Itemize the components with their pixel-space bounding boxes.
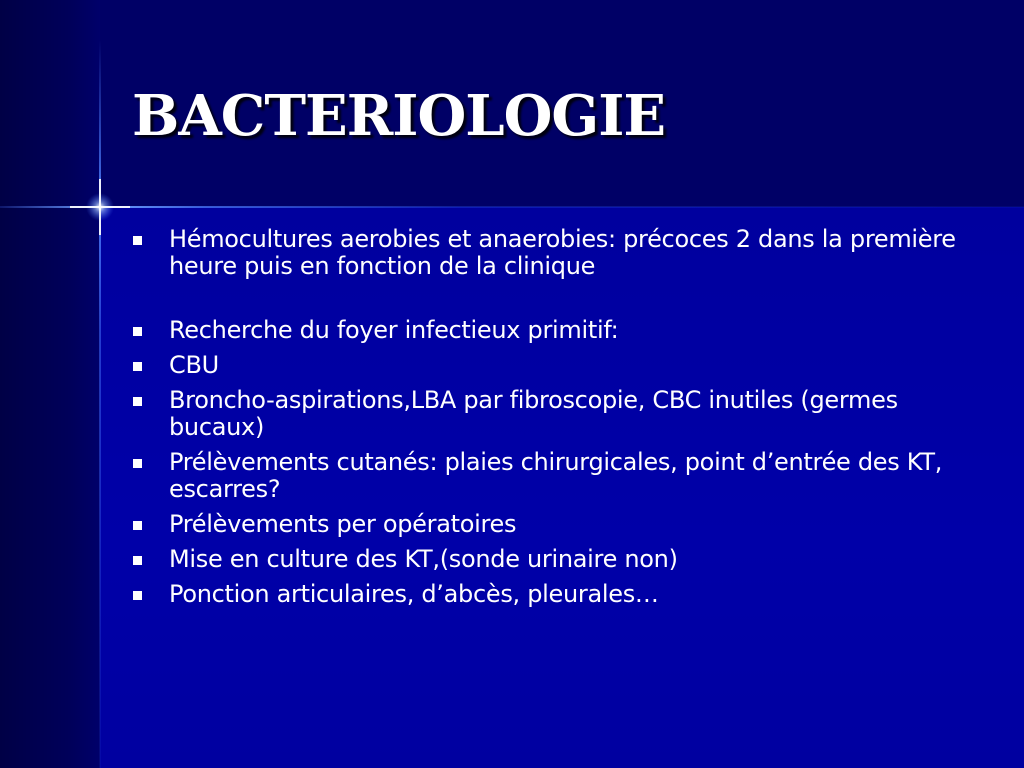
square-bullet-icon — [133, 459, 142, 468]
list-item — [130, 449, 960, 503]
left-background-band — [0, 0, 100, 768]
list-item — [130, 317, 960, 344]
list-item-text: CBU — [169, 351, 219, 379]
list-item — [130, 226, 960, 280]
square-bullet-icon — [133, 521, 142, 530]
list-item-text: Ponction articulaires, d’abcès, pleurales… — [169, 580, 659, 608]
list-item-text: Recherche du foyer infectieux primitif: — [169, 316, 619, 344]
list-item-text: Prélèvements per opératoires — [169, 510, 517, 538]
star-sparkle-icon — [70, 177, 130, 237]
list-item — [130, 511, 960, 538]
list-item — [130, 387, 960, 441]
list-item-text: Mise en culture des KT,(sonde urinaire non) — [169, 545, 678, 573]
list-item-text: Hémocultures aerobies et anaerobies: précoces 2 dans la première heure puis en fonction de la clinique — [169, 225, 956, 280]
vertical-accent-line — [99, 40, 101, 768]
list-item — [130, 546, 960, 573]
square-bullet-icon — [133, 236, 142, 245]
bullet-list — [130, 226, 960, 616]
slide-title: BACTERIOLOGIE — [132, 83, 666, 149]
list-item-text: Broncho-aspirations,LBA par fibroscopie, CBC inutiles (germes bucaux) — [169, 386, 898, 441]
horizontal-accent-line — [0, 206, 1024, 208]
square-bullet-icon — [133, 556, 142, 565]
square-bullet-icon — [133, 362, 142, 371]
square-bullet-icon — [133, 591, 142, 600]
square-bullet-icon — [133, 397, 142, 406]
list-item-text: Prélèvements cutanés: plaies chirurgicales, point d’entrée des KT, escarres? — [169, 448, 943, 503]
square-bullet-icon — [133, 327, 142, 336]
list-item — [130, 352, 960, 379]
list-item — [130, 581, 960, 608]
